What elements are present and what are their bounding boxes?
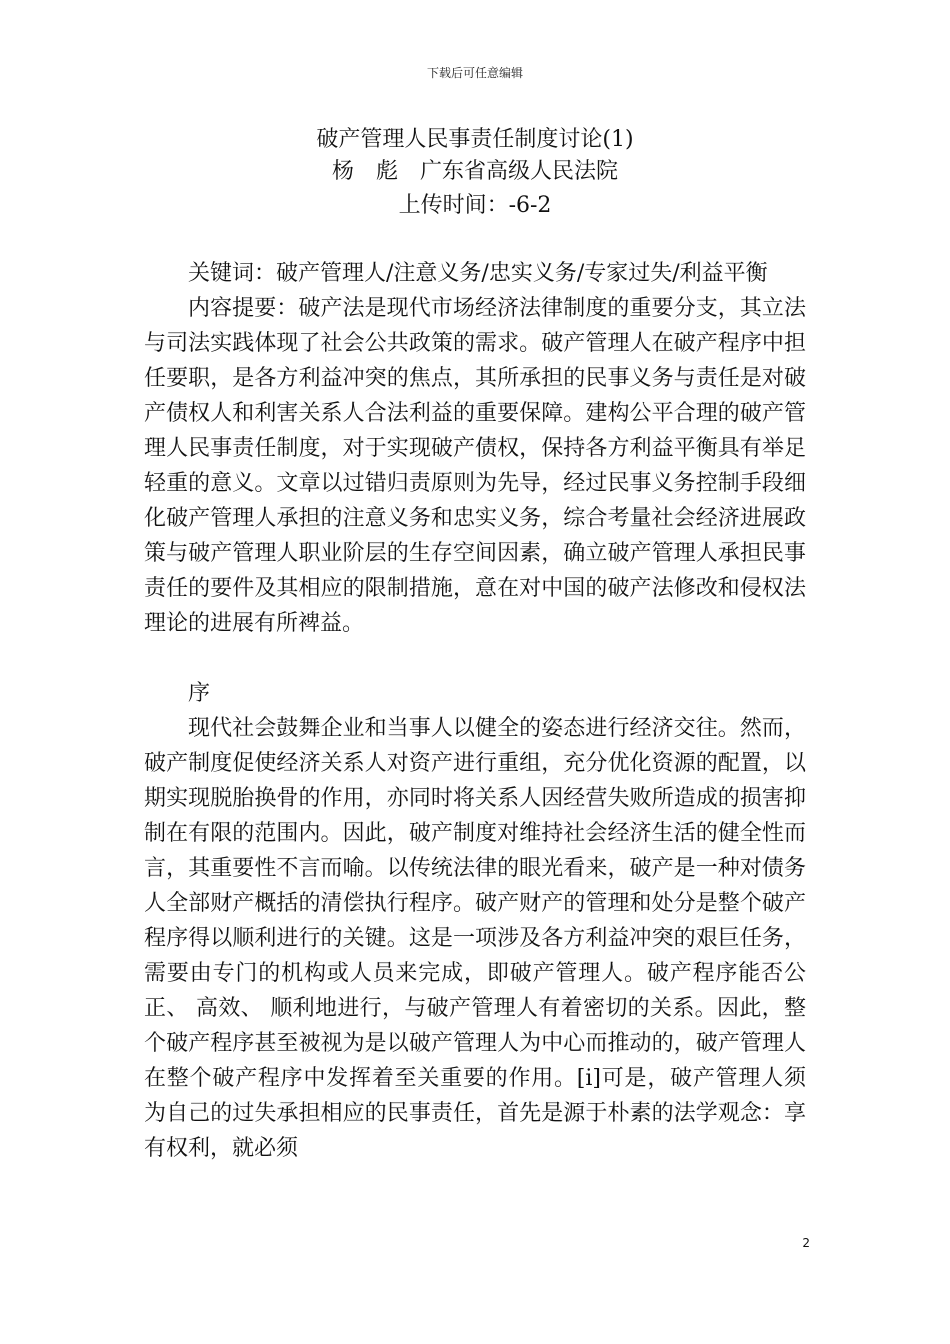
document-body (144, 256, 806, 1166)
intro-paragraph: 现代社会鼓舞企业和当事人以健全的姿态进行经济交往。然而，破产制度促使经济关系人对资产进行重组，充分优化资源的配置，以期实现脱胎换骨的作用，亦同时将关系人因经营失败所造成的损害抑制在有限的范围内。因此，破产制度对维持社会经济生活的健全性而言，其重要性不言而喻。以传统法律的眼光看来，破产是一种对债务人全部财产概括的清偿执行程序。破产财产的管理和处分是整个破产程序得以顺利进行的关键。这是一项涉及各方利益冲突的艰巨任务，需要由专门的机构或人员来完成，即破产管理人。破产程序能否公正、 高效、 顺利地进行，与破产管理人有着密切的关系。因此，整个破产程序甚至被视为是以破产管理人为中心而推动的，破产管理人在整个破产程序中发挥着至关重要的作用。[i]可是，破产管理人须为自己的过失承担相应的民事责任，首先是源于朴素的法学观念：享有权利，就必须 (144, 716, 806, 1161)
keywords-paragraph: 关键词：破产管理人/注意义务/忠实义务/专家过失/利益平衡 (188, 261, 768, 286)
page-header-note: 下载后可任意编辑 (426, 66, 523, 80)
abstract-paragraph: 内容提要：破产法是现代市场经济法律制度的重要分支，其立法与司法实践体现了社会公共政策的需求。破产管理人在破产程序中担任要职，是各方利益冲突的焦点，其所承担的民事义务与责任是对破产债权人和利害关系人合法利益的重要保障。建构公平合理的破产管理人民事责任制度，对于实现破产债权，保持各方利益平衡具有举足轻重的意义。文章以过错归责原则为先导，经过民事义务控制手段细化破产管理人承担的注意义务和忠实义务，综合考量社会经济进展政策与破产管理人职业阶层的生存空间因素，确立破产管理人承担民事责任的要件及其相应的限制措施，意在对中国的破产法修改和侵权法理论的进展有所裨益。 (144, 296, 806, 636)
author-line: 杨 彪 广东省高级人民法院 (331, 159, 618, 184)
page-number: 2 (802, 1236, 810, 1250)
section-heading: 序 (188, 681, 211, 706)
paragraph-spacer (144, 641, 806, 676)
upload-time-line: 上传时间：-6-2 (398, 193, 552, 218)
document-title: 破产管理人民事责任制度讨论(1) (316, 127, 634, 152)
